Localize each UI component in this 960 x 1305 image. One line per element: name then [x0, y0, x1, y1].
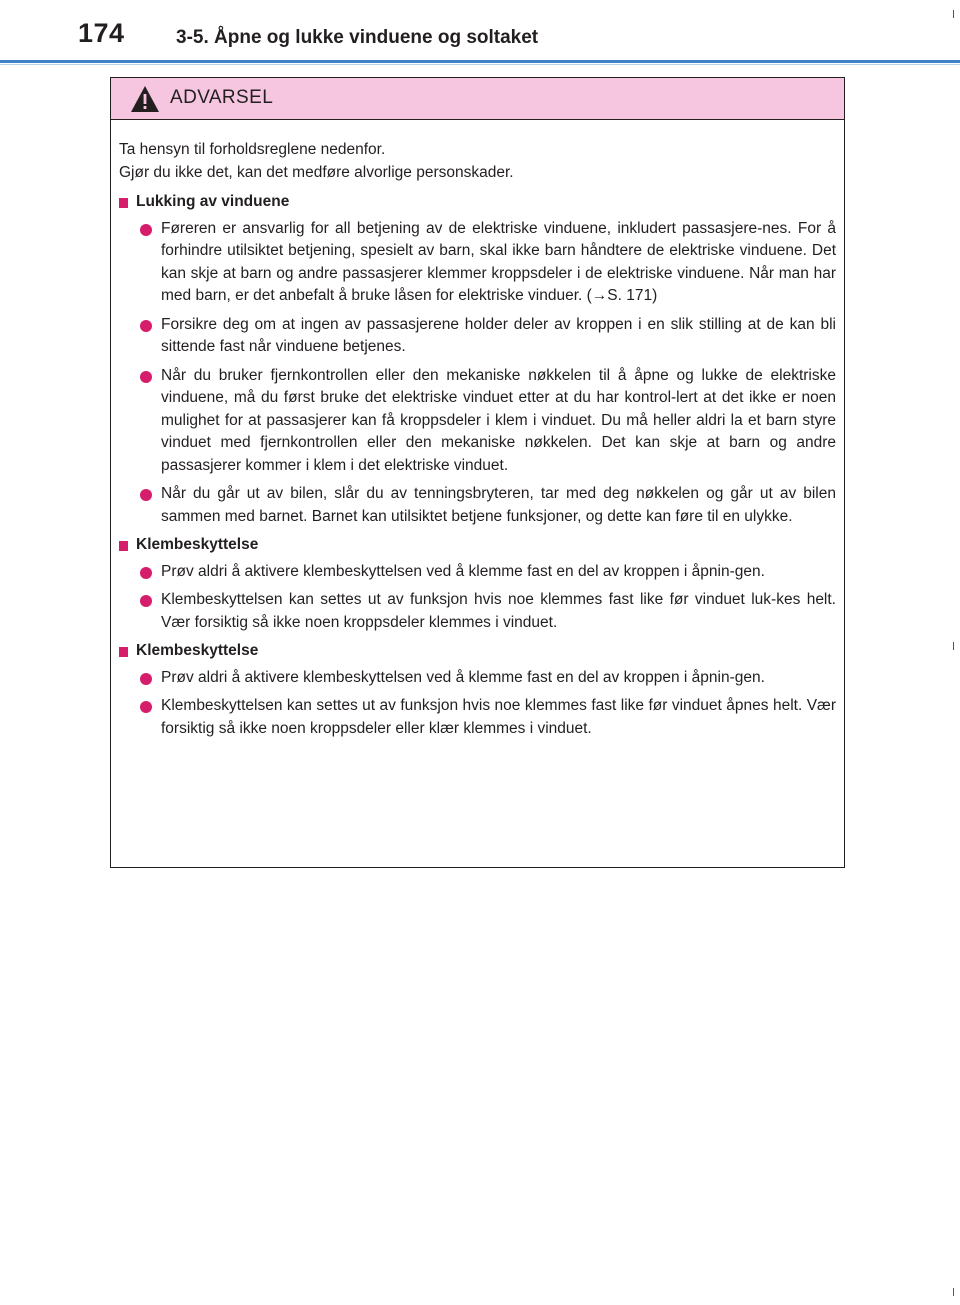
- list-item: [119, 667, 836, 690]
- list-item-text: Forsikre deg om at ingen av passasjerene holder deler av kroppen i en slik stilling at de kan bli sittende fast når vinduene betjenes.: [161, 315, 836, 355]
- warning-body: [111, 120, 844, 740]
- page-number: 174: [78, 18, 125, 48]
- round-bullet-icon: [140, 224, 152, 236]
- list-item: [119, 365, 836, 478]
- round-bullet-icon: [140, 320, 152, 332]
- section-heading: [119, 640, 836, 663]
- list-item: [119, 314, 836, 359]
- square-bullet-icon: [119, 541, 128, 551]
- round-bullet-icon: [140, 595, 152, 607]
- header-rule: [0, 60, 960, 63]
- warning-label: ADVARSEL: [170, 87, 274, 108]
- list-item-text: Prøv aldri å aktivere klembeskyttelsen ved å klemme fast en del av kroppen i åpnin-gen.: [161, 668, 765, 686]
- round-bullet-icon: [140, 673, 152, 685]
- list-item: [119, 561, 836, 584]
- intro-text: [119, 139, 836, 184]
- intro-line: Gjør du ikke det, kan det medføre alvorlige personskader.: [119, 163, 514, 181]
- header-rule-thin: [0, 64, 960, 65]
- crop-mark: [953, 10, 954, 18]
- list-item: [119, 218, 836, 308]
- round-bullet-icon: [140, 567, 152, 579]
- square-bullet-icon: [119, 198, 128, 208]
- list-item: [119, 589, 836, 634]
- list-item: [119, 483, 836, 528]
- list-item: [119, 695, 836, 740]
- round-bullet-icon: [140, 489, 152, 501]
- list-item-text: Når du bruker fjernkontrollen eller den mekaniske nøkkelen til å åpne og lukke de elektriske vinduene, må du først bruke det elektriske vinduet etter at du har kontrol-lert at det ikke er noen mulighet for at passasjerer kan få kroppsdeler i klem i vinduet. Du må heller aldri la et barn styre vinduet med fjernkontrollen eller den mekaniske nøkkelen. Det kan skje at barn og andre passasjerer kommer i klem i det elektriske vinduet.: [161, 366, 836, 474]
- section-heading-text: Klembeskyttelse: [136, 536, 259, 553]
- section-title: 3-5. Åpne og lukke vinduene og soltaket: [176, 27, 539, 48]
- section-heading-text: Lukking av vinduene: [136, 193, 290, 210]
- warning-box: [110, 77, 845, 868]
- section-heading: [119, 191, 836, 214]
- intro-line: Ta hensyn til forholdsreglene nedenfor.: [119, 141, 386, 158]
- section-heading: [119, 534, 836, 557]
- list-item-text: Klembeskyttelsen kan settes ut av funksjon hvis noe klemmes fast like før vinduet luk-kes helt. Vær forsiktig så ikke noen kroppsdeler klemmes i vinduet.: [161, 591, 836, 631]
- list-item-text: Føreren er ansvarlig for all betjening av de elektriske vinduene, inkludert passasjere-nes. For å forhindre utilsiktet betjening, spesielt av barn, skal ikke barn håndtere de elektriske vinduene. Det kan skje at barn og andre passasjerer klemmer kroppsdeler i de elektriske vinduene. Når man har med barn, er det anbefalt å bruke låsen for elektriske vinduer. (→S. 171): [161, 219, 836, 304]
- warning-header: [111, 78, 844, 120]
- list-item-text: Når du går ut av bilen, slår du av tenningsbryteren, tar med deg nøkkelen og går ut av bilen sammen med barnet. Barnet kan utilsiktet betjene funksjoner, og dette kan føre til en ulykke.: [161, 485, 836, 525]
- section-heading-text: Klembeskyttelse: [136, 642, 259, 659]
- list-item-text: Prøv aldri å aktivere klembeskyttelsen ved å klemme fast en del av kroppen i åpnin-gen.: [161, 562, 765, 580]
- crop-mark: [953, 1288, 954, 1296]
- round-bullet-icon: [140, 371, 152, 383]
- square-bullet-icon: [119, 647, 128, 657]
- warning-triangle-icon: [130, 85, 160, 113]
- list-item-text: Klembeskyttelsen kan settes ut av funksjon hvis noe klemmes fast like før vinduet åpnes helt. Vær forsiktig så ikke noen kroppsdeler eller klær klemmes i vinduet.: [161, 697, 836, 737]
- page-header: [0, 0, 960, 62]
- round-bullet-icon: [140, 701, 152, 713]
- crop-mark: [953, 642, 954, 650]
